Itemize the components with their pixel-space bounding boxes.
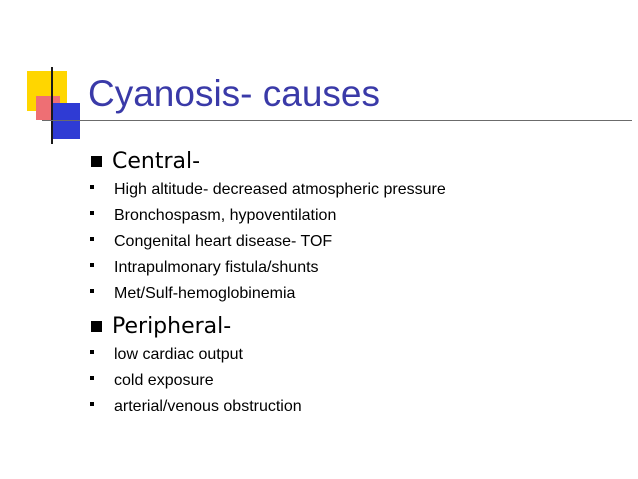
bullet-icon — [90, 350, 94, 354]
section-heading-label: Peripheral — [112, 313, 224, 339]
section-heading-label: Central — [112, 148, 193, 174]
section-heading-central — [91, 146, 200, 176]
bullet-icon — [90, 289, 94, 293]
list-item — [90, 370, 214, 392]
list-item — [90, 179, 446, 201]
section-heading-suffix: - — [192, 148, 201, 174]
list-item — [90, 205, 336, 227]
decorative-vertical-line — [51, 67, 53, 144]
list-item — [90, 257, 319, 279]
section-heading-peripheral — [91, 311, 231, 341]
list-item — [90, 344, 243, 366]
bullet-icon — [90, 185, 94, 189]
square-bullet-icon — [91, 156, 102, 167]
list-item-text: arterial/venous obstruction — [114, 398, 302, 415]
list-item-text: High altitude- decreased atmospheric pressure — [114, 181, 446, 198]
list-item-text: Met/Sulf-hemoglobinemia — [114, 285, 296, 302]
list-item — [90, 283, 295, 305]
decorative-blue-square — [52, 103, 80, 139]
bullet-icon — [90, 263, 94, 267]
list-item-text: Congenital heart disease- TOF — [114, 233, 333, 250]
title-underline — [42, 120, 632, 121]
list-item — [90, 231, 332, 253]
list-item-text: Bronchospasm, hypoventilation — [114, 207, 337, 224]
list-item-text: Intrapulmonary fistula/shunts — [114, 259, 319, 276]
section-heading-suffix: - — [223, 313, 232, 339]
list-item-text: low cardiac output — [114, 346, 243, 363]
bullet-icon — [90, 237, 94, 241]
square-bullet-icon — [91, 321, 102, 332]
bullet-icon — [90, 211, 94, 215]
bullet-icon — [90, 376, 94, 380]
list-item-text: cold exposure — [114, 372, 214, 389]
bullet-icon — [90, 402, 94, 406]
list-item — [90, 396, 302, 418]
slide-title: Cyanosis- causes — [88, 73, 381, 114]
